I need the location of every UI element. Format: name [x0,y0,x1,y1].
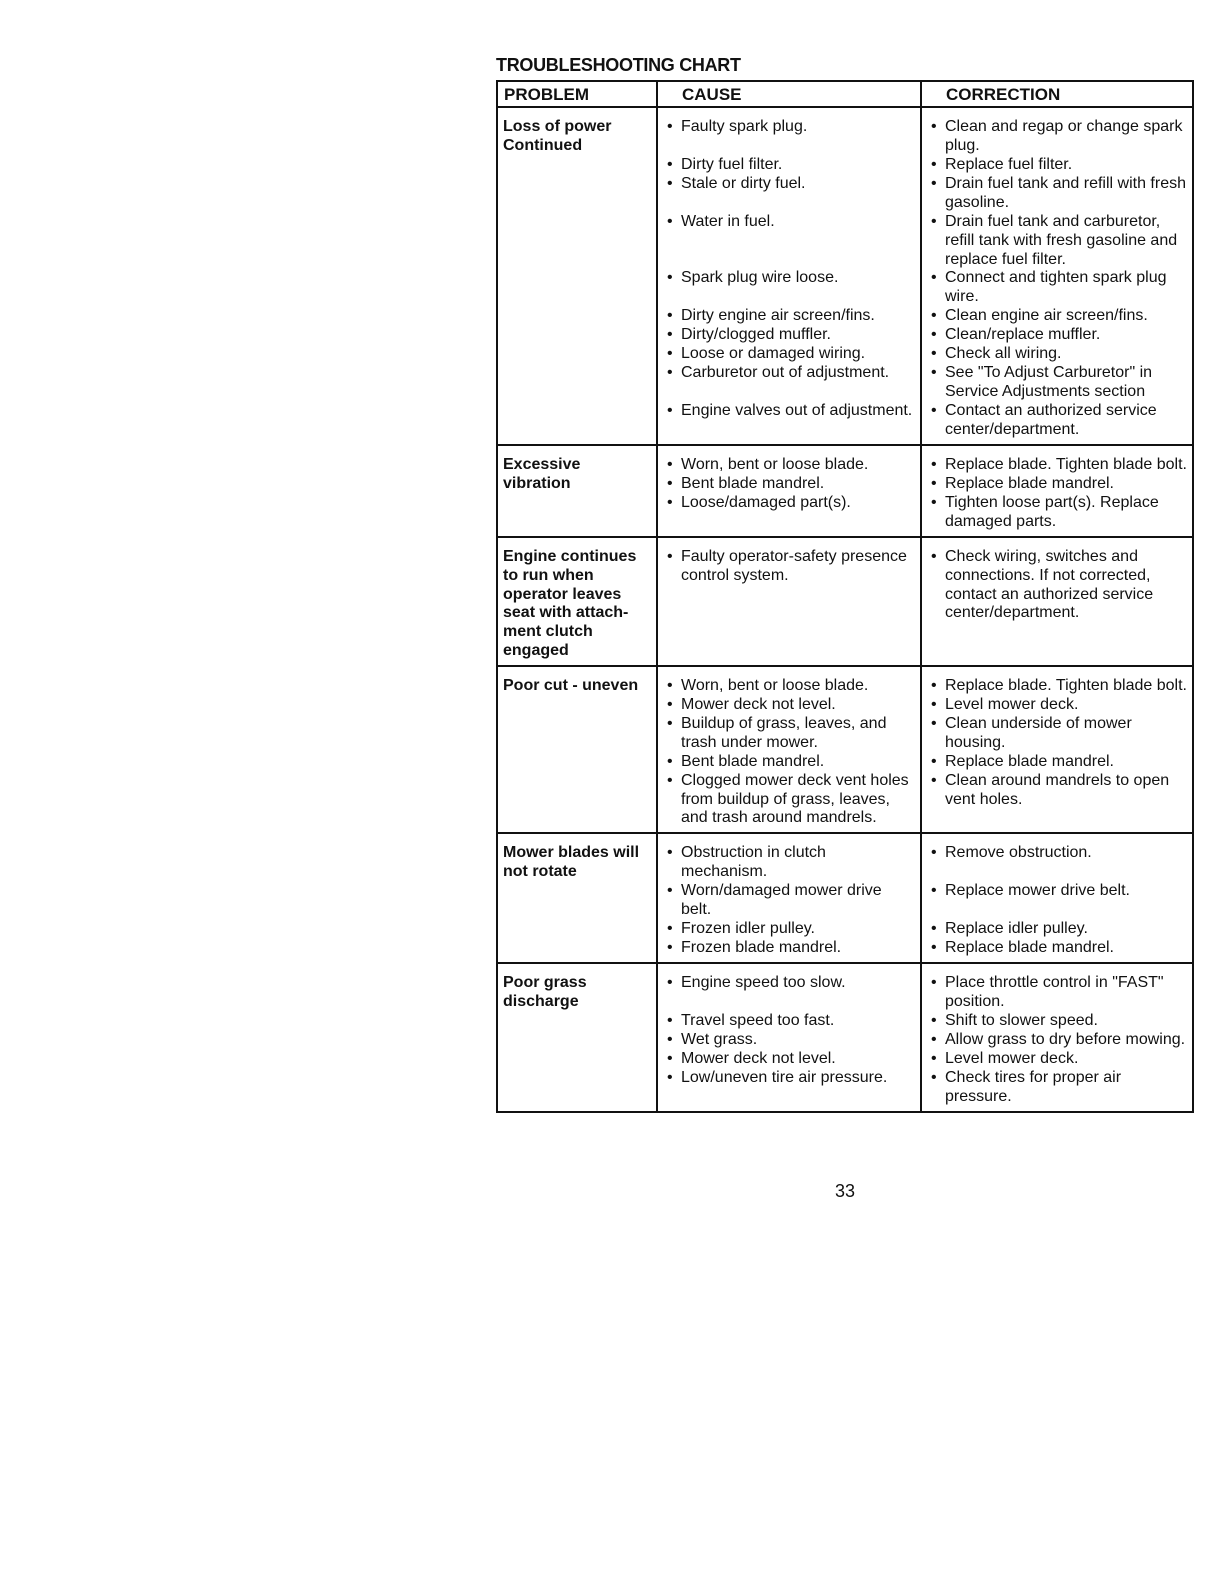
correction-item: • Drain fuel tank and refill with fresh gasoline. [927,175,1188,213]
page-number: 33 [834,1181,856,1201]
cause-item: • Obstruction in clutch mechanism. [663,844,916,882]
correction-item: • Check tires for proper air pressure. [927,1069,1188,1107]
correction-item: • See "To Adjust Carburetor" in Service Adjustments section [927,364,1188,402]
correction-item: • Clean and regap or change spark plug. [927,118,1188,156]
cause-item: • Carburetor out of adjustment. [663,364,916,402]
cause-item: • Low/uneven tire air pressure. [663,1069,916,1107]
correction-item: • Remove obstruction. [927,844,1188,882]
header-correction: CORRECTION [921,81,1193,107]
cause-item: • Wet grass. [663,1031,916,1050]
header-problem: PROBLEM [497,81,657,107]
cause-item: • Worn/damaged mower drive belt. [663,882,916,920]
cause-cell [657,537,921,666]
troubleshooting-table [496,80,1194,1113]
cause-cell [657,445,921,537]
correction-item: • Contact an authorized service center/department. [927,402,1188,440]
correction-item: • Clean/replace muffler. [927,326,1188,345]
correction-item: • Clean engine air screen/fins. [927,307,1188,326]
cause-item: • Clogged mower deck vent holes from buildup of grass, leaves, and trash around mandrels. [663,772,916,828]
correction-cell [921,445,1193,537]
correction-item: • Replace idler pulley. [927,920,1188,939]
problem-cell [497,963,657,1112]
cause-item: • Engine speed too slow. [663,974,916,1012]
correction-item: • Allow grass to dry before mowing. [927,1031,1188,1050]
problem-label: Poor grass discharge [503,973,587,1010]
correction-item: • Replace blade mandrel. [927,939,1188,958]
correction-item: • Connect and tighten spark plug wire. [927,269,1188,307]
correction-item: • Replace blade. Tighten blade bolt. [927,456,1188,475]
cause-item: • Dirty engine air screen/fins. [663,307,916,326]
cause-item: • Faulty operator-safety presence control system. [663,548,916,623]
correction-item: • Shift to slower speed. [927,1012,1188,1031]
problem-group [497,666,1193,833]
problem-cell [497,107,657,445]
cause-cell [657,666,921,833]
correction-item: • Replace blade. Tighten blade bolt. [927,677,1188,696]
header-cause: CAUSE [657,81,921,107]
correction-item: • Drain fuel tank and carburetor, refill tank with fresh gasoline and replace fuel filter. [927,213,1188,269]
correction-cell [921,666,1193,833]
correction-item: • Replace mower drive belt. [927,882,1188,920]
problem-label: Excessive vibration [503,456,581,492]
correction-item: • Tighten loose part(s). Replace damaged parts. [927,494,1188,532]
cause-item: • Worn, bent or loose blade. [663,677,916,696]
problem-cell [497,666,657,833]
correction-item: • Check all wiring. [927,345,1188,364]
problem-group [497,963,1193,1112]
cause-item: • Buildup of grass, leaves, and trash under mower. [663,715,916,753]
cause-cell [657,833,921,963]
problem-label: Poor cut - uneven [503,676,639,694]
correction-item: • Replace blade mandrel. [927,753,1188,772]
cause-item: • Loose or damaged wiring. [663,345,916,364]
problem-group [497,537,1193,666]
correction-cell [921,833,1193,963]
cause-item: • Bent blade mandrel. [663,753,916,772]
cause-item: • Worn, bent or loose blade. [663,456,916,475]
correction-item: • Clean around mandrels to open vent holes. [927,772,1188,828]
correction-item: • Replace fuel filter. [927,156,1188,175]
table-body [497,107,1193,1112]
cause-item: • Spark plug wire loose. [663,269,916,307]
cause-item: • Loose/damaged part(s). [663,494,916,532]
cause-cell [657,107,921,445]
cause-item: • Travel speed too fast. [663,1012,916,1031]
correction-item: • Check wiring, switches and connections. If not corrected, contact an authorized service center/department. [927,548,1188,623]
correction-cell [921,537,1193,666]
correction-item: • Clean underside of mower housing. [927,715,1188,753]
problem-cell [497,445,657,537]
cause-item: • Bent blade mandrel. [663,475,916,494]
cause-item: • Engine valves out of adjustment. [663,402,916,440]
cause-item: • Mower deck not level. [663,696,916,715]
cause-item: • Water in fuel. [663,213,916,269]
chart-title: TROUBLESHOOTING CHART [496,55,741,75]
cause-item: • Stale or dirty fuel. [663,175,916,213]
correction-item: • Place throttle control in "FAST" position. [927,974,1188,1012]
problem-group [497,445,1193,537]
correction-cell [921,107,1193,445]
problem-cell [497,833,657,963]
problem-label: Loss of power Continued [503,118,612,154]
correction-item: • Replace blade mandrel. [927,475,1188,494]
cause-item: • Dirty fuel filter. [663,156,916,175]
correction-cell [921,963,1193,1112]
header-row [497,81,1193,107]
cause-item: • Faulty spark plug. [663,118,916,156]
cause-item: • Frozen idler pulley. [663,920,916,939]
cause-item: • Frozen blade mandrel. [663,939,916,958]
cause-item: • Mower deck not level. [663,1050,916,1069]
correction-item: • Level mower deck. [927,1050,1188,1069]
problem-group [497,833,1193,963]
cause-item: • Dirty/clogged muffler. [663,326,916,345]
problem-group [497,107,1193,445]
correction-item: • Level mower deck. [927,696,1188,715]
problem-label: Engine continues to run when operator leaves seat with attach-ment clutch engaged [503,548,637,659]
cause-cell [657,963,921,1112]
problem-cell [497,537,657,666]
problem-label: Mower blades will not rotate [503,843,640,880]
